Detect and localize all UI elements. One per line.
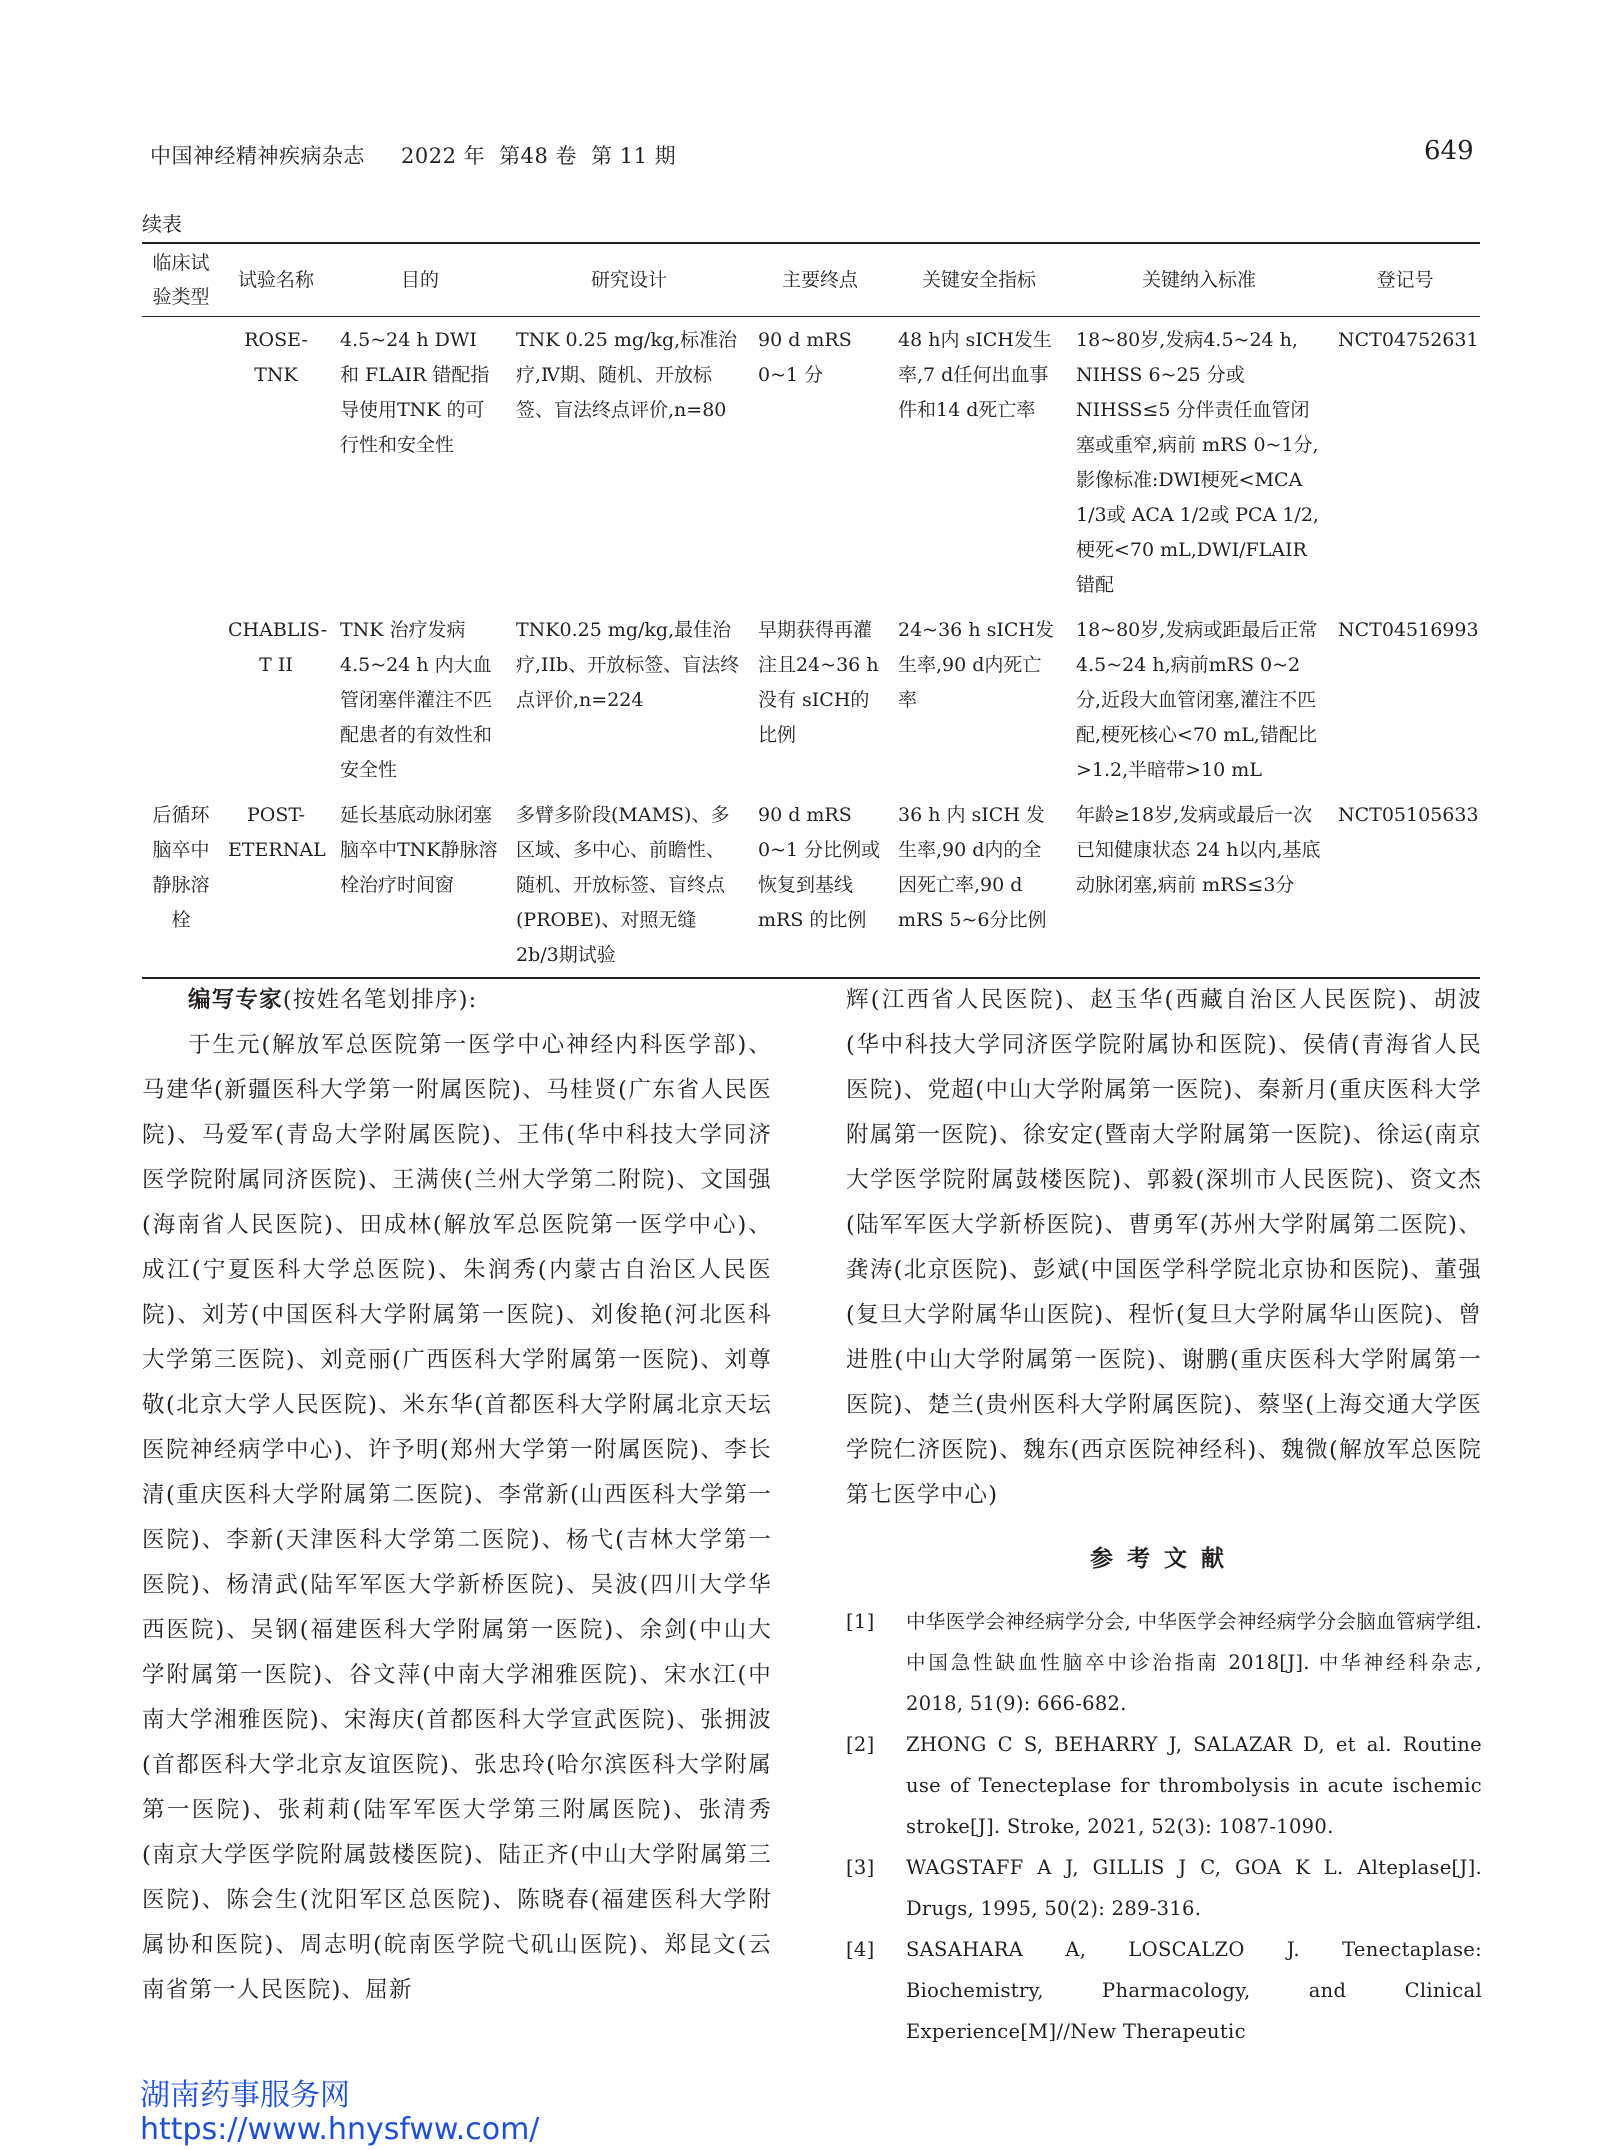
cell-endpoint: 90 d mRS 0~1 分 xyxy=(758,329,852,386)
experts-heading-note: (按姓名笔划排序): xyxy=(282,987,478,1013)
cell-name: ROSE-TNK xyxy=(244,329,308,386)
cell-purpose: 延长基底动脉闭塞脑卒中TNK静脉溶栓治疗时间窗 xyxy=(332,792,508,978)
reference-text: ZHONG C S, BEHARRY J, SALAZAR D, et al. Routine use of Tenecteplase for thrombolysis in acute ischemic stroke[J]. Stroke, 2021, 52(3): 1087-1090. xyxy=(906,1733,1482,1838)
references-heading: 参考文献 xyxy=(1090,1545,1238,1572)
header-type: 临床试验类型 xyxy=(142,243,220,317)
reference-text: WAGSTAFF A J, GILLIS J C, GOA K L. Alteplase[J]. Drugs, 1995, 50(2): 289-316. xyxy=(906,1856,1482,1920)
header-endpoint: 主要终点 xyxy=(750,243,890,317)
watermark-url[interactable]: https://www.hnysfww.com/ xyxy=(140,2112,540,2147)
reference-number: [2] xyxy=(846,1733,875,1756)
journal-issue: 第 11 期 xyxy=(591,144,677,168)
watermark-name: 湖南药事服务网 xyxy=(140,2078,350,2113)
cell-reg: NCT05105633 xyxy=(1330,792,1480,978)
reference-text: 中华医学会神经病学分会, 中华医学会神经病学分会脑血管病学组. 中国急性缺血性脑卒中诊治指南 2018[J]. 中华神经科杂志, 2018, 51(9): 666-682. xyxy=(906,1610,1482,1715)
cell-endpoint: 90 d mRS 0~1 分比例或恢复到基线 mRS 的比例 xyxy=(750,792,890,978)
journal-name: 中国神经精神疾病杂志 xyxy=(150,144,365,168)
cell-criteria: 18~80岁,发病或距最后正常4.5~24 h,病前mRS 0~2分,近段大血管闭塞,灌注不匹配,梗死核心<70 mL,错配比>1.2,半暗带>10 mL xyxy=(1076,619,1318,781)
table-row xyxy=(142,607,1480,792)
references-list xyxy=(846,1601,1482,2052)
reference-item xyxy=(846,1847,1482,1929)
cell-reg: NCT04516993 xyxy=(1338,619,1479,641)
header-reg: 登记号 xyxy=(1330,243,1480,317)
cell-type xyxy=(142,607,220,792)
reference-number: [1] xyxy=(846,1610,875,1633)
cell-safety: 36 h 内 sICH 发生率,90 d内的全因死亡率,90 d mRS 5~6分比例 xyxy=(890,792,1068,978)
reference-text: SASAHARA A, LOSCALZO J. Tenectaplase: Biochemistry, Pharmacology, and Clinical Experience[M]//New Therapeutic xyxy=(906,1938,1482,2043)
cell-purpose: TNK 治疗发病4.5~24 h 内大血管闭塞伴灌注不匹配患者的有效性和安全性 xyxy=(340,619,493,781)
journal-year: 2022 年 xyxy=(401,144,486,168)
header-name: 试验名称 xyxy=(220,243,332,317)
table-row xyxy=(142,317,1480,608)
reference-item xyxy=(846,1929,1482,2052)
table-header-row xyxy=(142,243,1480,317)
cell-safety: 24~36 h sICH发生率,90 d内死亡率 xyxy=(898,619,1054,711)
cell-purpose: 4.5~24 h DWI 和 FLAIR 错配指导使用TNK 的可行性和安全性 xyxy=(340,329,490,456)
reference-number: [4] xyxy=(846,1938,875,1961)
experts-list-left: 于生元(解放军总医院第一医学中心神经内科医学部)、马建华(新疆医科大学第一附属医院)、马桂贤(广东省人民医院)、马爱军(青岛大学附属医院)、王伟(华中科技大学同济医学院附属同济医院)、王满侠(兰州大学第二附院)、文国强(海南省人民医院)、田成林(解放军总医院第一医学中心)、成江(宁夏医科大学总医院)、朱润秀(内蒙古自治区人民医院)、刘芳(中国医科大学附属第一医院)、刘俊艳(河北医科大学第三医院)、刘竞丽(广西医科大学附属第一医院)、刘尊敬(北京大学人民医院)、米东华(首都医科大学附属北京天坛医院神经病学中心)、许予明(郑州大学第一附属医院)、李长清(重庆医科大学附属第二医院)、李常新(山西医科大学第一医院)、李新(天津医科大学第二医院)、杨弋(吉林大学第一医院)、杨清武(陆军军医大学新桥医院)、吴波(四川大学华西医院)、吴钢(福建医科大学附属第一医院)、余剑(中山大学附属第一医院)、谷文萍(中南大学湘雅医院)、宋水江(中南大学湘雅医院)、宋海庆(首都医科大学宣武医院)、张拥波(首都医科大学北京友谊医院)、张忠玲(哈尔滨医科大学附属第一医院)、张莉莉(陆军军医大学第三附属医院)、张清秀(南京大学医学院附属鼓楼医院)、陆正齐(中山大学附属第三医院)、陈会生(沈阳军区总医院)、陈晓春(福建医科大学附属协和医院)、周志明(皖南医学院弋矶山医院)、郑昆文(云南省第一人民医院)、屈新 xyxy=(142,1032,772,2003)
journal-volume: 第48 卷 xyxy=(499,144,578,168)
reference-item xyxy=(846,1601,1482,1724)
cell-design: TNK 0.25 mg/kg,标准治疗,Ⅳ期、随机、开放标签、盲法终点评价,n=80 xyxy=(516,329,738,421)
header-design: 研究设计 xyxy=(508,243,750,317)
cell-reg: NCT04752631 xyxy=(1338,329,1479,351)
cell-criteria: 18~80岁,发病4.5~24 h, NIHSS 6~25 分或 NIHSS≤5 分伴责任血管闭塞或重窄,病前 mRS 0~1分,影像标准:DWI梗死<MCA 1/3或 ACA 1/2或 PCA 1/2,梗死<70 mL,DWI/FLAIR错配 xyxy=(1076,329,1319,596)
cell-name: CHABLIS-T II xyxy=(228,619,328,676)
experts-column-left xyxy=(142,978,772,2013)
cell-safety: 48 h内 sICH发生率,7 d任何出血事件和14 d死亡率 xyxy=(898,329,1052,421)
cell-type xyxy=(142,317,220,608)
experts-heading-label: 编写专家 xyxy=(188,987,283,1013)
cell-design: TNK0.25 mg/kg,最佳治疗,IIb、开放标签、盲法终点评价,n=224 xyxy=(516,619,740,711)
page-number: 649 xyxy=(1424,136,1474,166)
trials-table xyxy=(142,242,1480,979)
header-safety: 关键安全指标 xyxy=(890,243,1068,317)
table-row xyxy=(142,792,1480,978)
cell-endpoint: 早期获得再灌注且24~36 h 没有 sICH的比例 xyxy=(758,619,879,746)
cell-design: 多臂多阶段(MAMS)、多区域、多中心、前瞻性、随机、开放标签、盲终点(PROBE)、对照无缝 2b/3期试验 xyxy=(508,792,750,978)
cell-name: POST-ETERNAL xyxy=(220,792,332,978)
reference-item xyxy=(846,1724,1482,1847)
cell-type: 后循环脑卒中静脉溶栓 xyxy=(142,792,220,978)
experts-heading xyxy=(142,978,772,1023)
table-continued-label: 续表 xyxy=(142,212,182,236)
header-purpose: 目的 xyxy=(332,243,508,317)
experts-list-right: 辉(江西省人民医院)、赵玉华(西藏自治区人民医院)、胡波(华中科技大学同济医学院附属协和医院)、侯倩(青海省人民医院)、党超(中山大学附属第一医院)、秦新月(重庆医科大学附属第一医院)、徐安定(暨南大学附属第一医院)、徐运(南京大学医学院附属鼓楼医院)、郭毅(深圳市人民医院)、资文杰(陆军军医大学新桥医院)、曹勇军(苏州大学附属第二医院)、龚涛(北京医院)、彭斌(中国医学科学院北京协和医院)、董强(复旦大学附属华山医院)、程忻(复旦大学附属华山医院)、曾进胜(中山大学附属第一医院)、谢鹏(重庆医科大学附属第一医院)、楚兰(贵州医科大学附属医院)、蔡坚(上海交通大学医学院仁济医院)、魏东(西京医院神经科)、魏微(解放军总医院第七医学中心) xyxy=(846,987,1482,1508)
experts-column-right xyxy=(846,978,1482,2052)
running-header xyxy=(150,140,712,170)
reference-number: [3] xyxy=(846,1856,875,1879)
cell-criteria: 年龄≥18岁,发病或最后一次已知健康状态 24 h以内,基底动脉闭塞,病前 mRS≤3分 xyxy=(1068,792,1330,978)
header-criteria: 关键纳入标准 xyxy=(1068,243,1330,317)
